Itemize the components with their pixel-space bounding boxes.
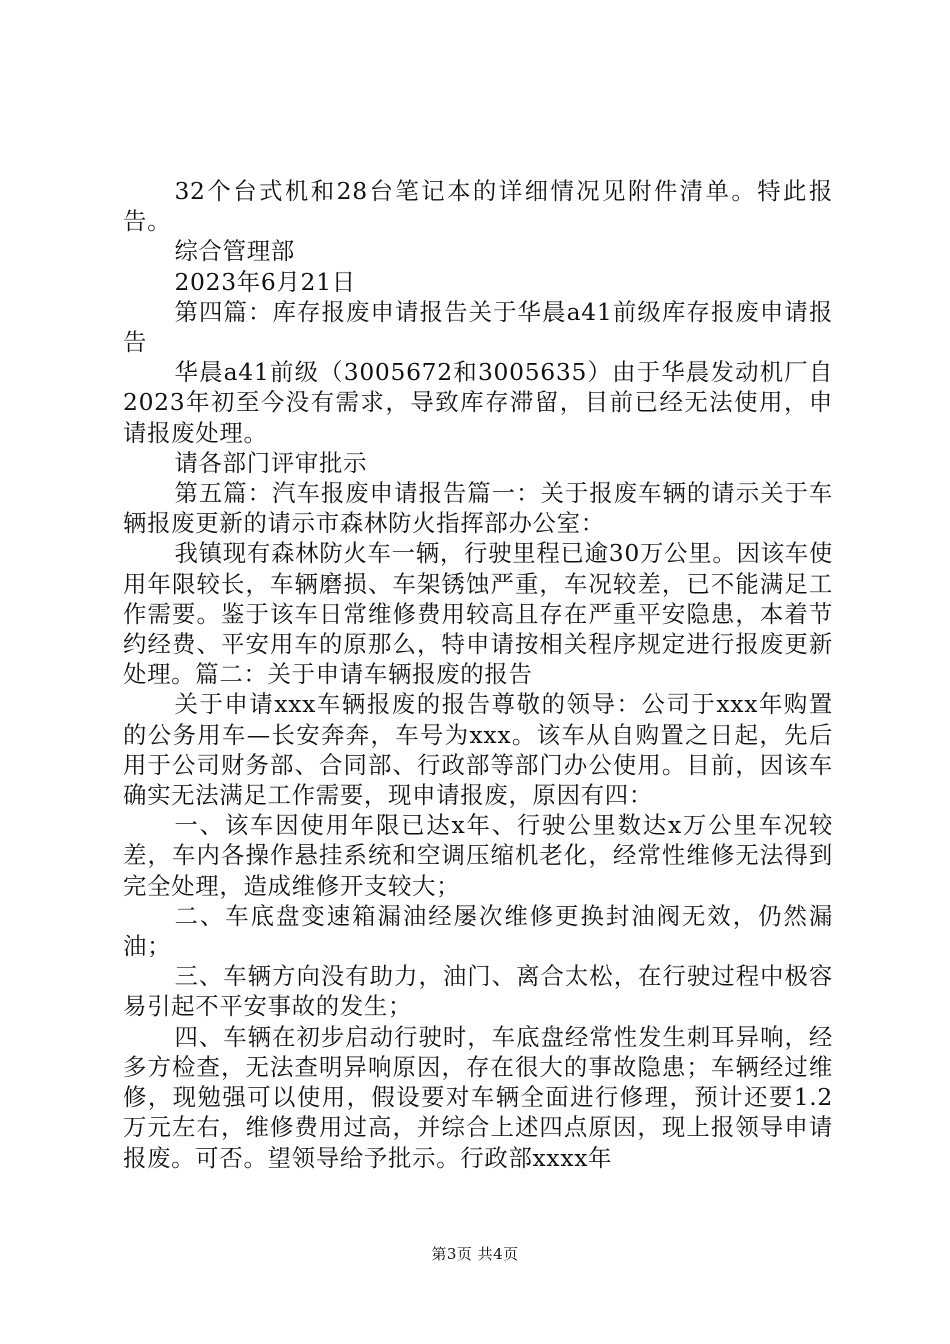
document-body (123, 176, 833, 1173)
paragraph-date: 2023年6月21日 (174, 267, 356, 296)
paragraph-reason-four: 四、车辆在初步启动行驶时，车底盘经常性发生刺耳异响，经多方检查，无法查明异响原因，存在很大的事故隐患；车辆经过维修，现勉强可以使用，假设要对车辆全面进行修理，预计还要1.2万元左右，维修费用过高，并综合上述四点原因，现上报领导申请报废。可否。望领导给予批示。行政部xxxx年 (123, 1022, 833, 1172)
paragraph-reason-two: 二、车底盘变速箱漏油经屡次维修更换封油阀无效，仍然漏油； (123, 901, 833, 961)
paragraph-section-five-title: 第五篇：汽车报废申请报告篇一：关于报废车辆的请示关于车辆报废更新的请示市森林防火指挥部办公室： (123, 479, 833, 538)
page-number-footer: 第3页 共4页 (431, 1245, 519, 1263)
paragraph-section-four-title: 第四篇：库存报废申请报告关于华晨a41前级库存报废申请报告 (123, 297, 833, 357)
paragraph-department: 综合管理部 (174, 237, 295, 266)
paragraph-reason-one: 一、该车因使用年限已达x年、行驶公里数达x万公里车况较差，车内各操作悬挂系统和空调压缩机老化，经常性维修无法得到完全处理，造成维修开支较大； (123, 811, 833, 900)
paragraph-inventory-scrap: 华晨a41前级（3005672和3005635）由于华晨发动机厂自2023年初至今没有需求，导致库存滞留，目前已经无法使用，申请报废处理。 (123, 358, 833, 447)
paragraph-attachment-note: 32个台式机和28台笔记本的详细情况见附件清单。特此报告。 (123, 177, 833, 236)
paragraph-reason-three: 三、车辆方向没有助力，油门、离合太松，在行驶过程中极容易引起不平安事故的发生； (123, 962, 833, 1021)
paragraph-vehicle-report: 关于申请xxx车辆报废的报告尊敬的领导：公司于xxx年购置的公务用车—长安奔奔，车号为xxx。该车从自购置之日起，先后用于公司财务部、合同部、行政部等部门办公使用。目前，因该车确实无法满足工作需要，现申请报废，原因有四： (123, 690, 833, 810)
paragraph-fire-truck: 我镇现有森林防火车一辆，行驶里程已逾30万公里。因该车使用年限较长，车辆磨损、车架锈蚀严重，车况较差，已不能满足工作需要。鉴于该车日常维修费用较高且存在严重平安隐患，本着节约经费、平安用车的原那么，特申请按相关程序规定进行报废更新处理。篇二：关于申请车辆报废的报告 (123, 539, 833, 689)
paragraph-approval-request: 请各部门评审批示 (174, 448, 368, 477)
